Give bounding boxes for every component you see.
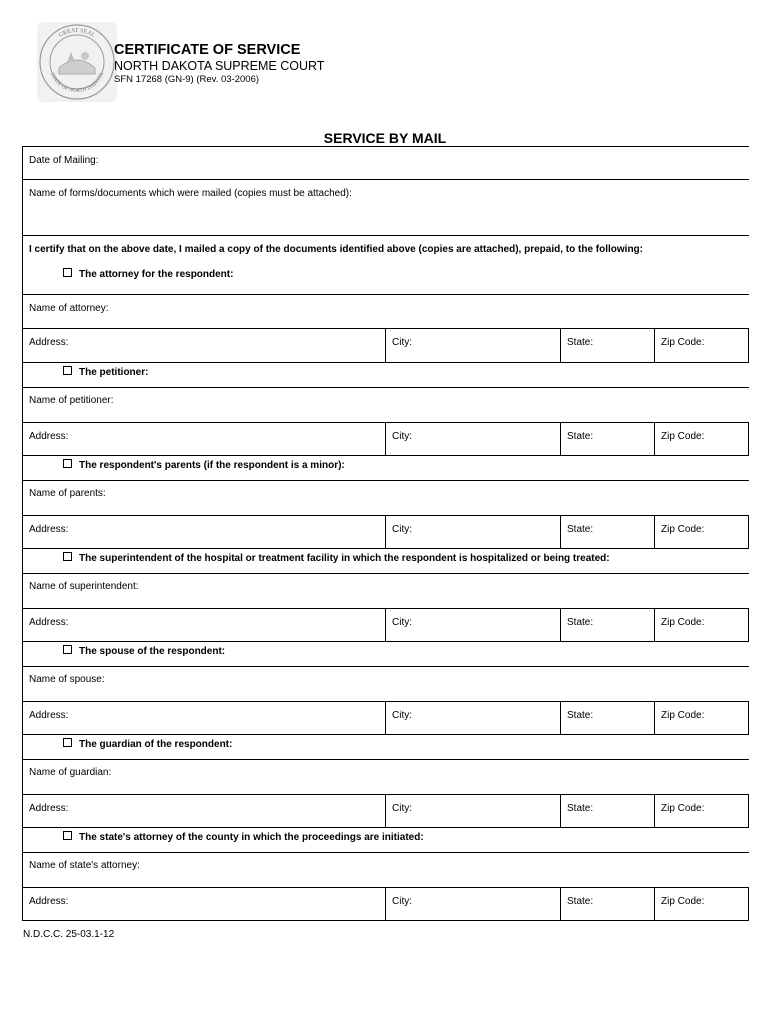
city-field[interactable] [385,516,560,548]
party-spouse-checkbox[interactable] [63,645,225,657]
party-states-attorney-checkbox[interactable] [63,831,424,843]
date-of-mailing-label: Date of Mailing: [29,155,99,166]
address-label: Address: [29,524,69,535]
party-petitioner-checkbox[interactable] [63,366,148,378]
zip-label: Zip Code: [661,896,705,907]
city-field[interactable] [385,609,560,641]
name-of-states-attorney-field[interactable] [23,853,749,887]
documents-mailed-field[interactable] [23,180,749,236]
party-spouse-label: The spouse of the respondent: [79,646,226,657]
name-of-parents-field[interactable] [23,481,749,515]
state-seal [37,22,117,102]
state-field[interactable] [560,888,654,920]
address-field[interactable] [23,888,385,920]
city-field[interactable] [385,702,560,734]
address-label: Address: [29,803,69,814]
zip-label: Zip Code: [661,524,705,535]
documents-mailed-label: Name of forms/documents which were mailed (copies must be attached): [29,188,352,199]
city-label: City: [392,337,412,348]
certify-statement: I certify that on the above date, I mailed a copy of the documents identified above (copies are attached), prepaid, to the following: [29,244,643,255]
zip-field[interactable] [654,702,748,734]
state-field[interactable] [560,702,654,734]
party-parents-label: The respondent's parents (if the respondent is a minor): [79,460,345,471]
zip-field[interactable] [654,329,748,362]
state-label: State: [567,431,594,442]
party-guardian-checkbox[interactable] [63,738,232,750]
name-label: Name of guardian: [29,767,112,778]
address-label: Address: [29,431,69,442]
address-label: Address: [29,617,69,628]
zip-field[interactable] [654,888,748,920]
city-label: City: [392,896,412,907]
name-label: Name of spouse: [29,674,105,685]
name-label: Name of parents: [29,488,106,499]
checkbox-icon[interactable] [63,366,72,375]
address-row [23,515,749,549]
zip-field[interactable] [654,795,748,827]
zip-label: Zip Code: [661,710,705,721]
zip-label: Zip Code: [661,803,705,814]
seal-bottom-text: STATE OF NORTH DAKOTA [48,71,106,95]
name-label: Name of superintendent: [29,581,139,592]
address-field[interactable] [23,516,385,548]
state-label: State: [567,710,594,721]
zip-label: Zip Code: [661,617,705,628]
court-name: NORTH DAKOTA SUPREME COURT [114,59,325,73]
zip-field[interactable] [654,609,748,641]
city-field[interactable] [385,795,560,827]
party-states-attorney-header [23,828,749,853]
address-field[interactable] [23,702,385,734]
party-states-attorney-label: The state's attorney of the county in which the proceedings are initiated: [79,832,424,843]
name-of-guardian-field[interactable] [23,760,749,794]
checkbox-icon[interactable] [63,831,72,840]
address-field[interactable] [23,795,385,827]
address-row [23,794,749,828]
city-label: City: [392,617,412,628]
svg-text:GREAT SEAL [58,28,96,39]
city-label: City: [392,710,412,721]
party-superintendent-label: The superintendent of the hospital or treatment facility in which the respondent is hospitalized or being treated: [79,553,610,564]
city-label: City: [392,524,412,535]
zip-field[interactable] [654,516,748,548]
city-label: City: [392,431,412,442]
city-field[interactable] [385,423,560,455]
name-of-superintendent-field[interactable] [23,574,749,608]
party-superintendent-header [23,549,749,574]
state-field[interactable] [560,329,654,362]
name-of-petitioner-field[interactable] [23,388,749,422]
name-label: Name of state's attorney: [29,860,140,871]
name-label: Name of attorney: [29,303,109,314]
checkbox-icon[interactable] [63,645,72,654]
state-label: State: [567,896,594,907]
zip-label: Zip Code: [661,431,705,442]
seal-top-text: GREAT SEAL [58,27,96,39]
checkbox-icon[interactable] [63,459,72,468]
address-label: Address: [29,337,69,348]
address-row [23,701,749,735]
state-field[interactable] [560,516,654,548]
date-of-mailing-field[interactable] [23,146,749,180]
party-spouse-header [23,642,749,667]
state-label: State: [567,803,594,814]
address-label: Address: [29,896,69,907]
state-label: State: [567,617,594,628]
certify-block [23,236,749,295]
zip-label: Zip Code: [661,337,705,348]
zip-field[interactable] [654,423,748,455]
name-label: Name of petitioner: [29,395,114,406]
service-form [22,146,749,921]
address-row [23,329,749,363]
form-number: SFN 17268 (GN-9) (Rev. 03-2006) [114,74,260,85]
svg-text:STATE OF NORTH DAKOTA [49,72,106,94]
address-row [23,422,749,456]
party-petitioner-header [23,363,749,388]
name-of-spouse-field[interactable] [23,667,749,701]
party-guardian-header [23,735,749,760]
party-parents-checkbox[interactable] [63,459,345,471]
city-field[interactable] [385,888,560,920]
state-field[interactable] [560,795,654,827]
address-row [23,608,749,642]
checkbox-icon[interactable] [63,552,72,561]
address-row [23,887,749,921]
state-field[interactable] [560,423,654,455]
name-of-attorney-field[interactable] [23,295,749,329]
address-field[interactable] [23,329,385,362]
state-field[interactable] [560,609,654,641]
party-superintendent-checkbox[interactable] [63,552,610,564]
party-guardian-label: The guardian of the respondent: [79,739,233,750]
section-title: SERVICE BY MAIL [323,130,447,146]
state-label: State: [567,524,594,535]
city-label: City: [392,803,412,814]
party-parents-header [23,456,749,481]
address-label: Address: [29,710,69,721]
party-petitioner-label: The petitioner: [79,367,149,378]
statute-reference: N.D.C.C. 25-03.1-12 [23,929,115,940]
checkbox-icon[interactable] [63,738,72,747]
party-attorney-checkbox[interactable] [63,268,233,280]
state-label: State: [567,337,594,348]
address-field[interactable] [23,423,385,455]
address-field[interactable] [23,609,385,641]
city-field[interactable] [385,329,560,362]
checkbox-icon[interactable] [63,268,72,277]
form-title: CERTIFICATE OF SERVICE [114,42,301,58]
party-attorney-label: The attorney for the respondent: [79,269,234,280]
